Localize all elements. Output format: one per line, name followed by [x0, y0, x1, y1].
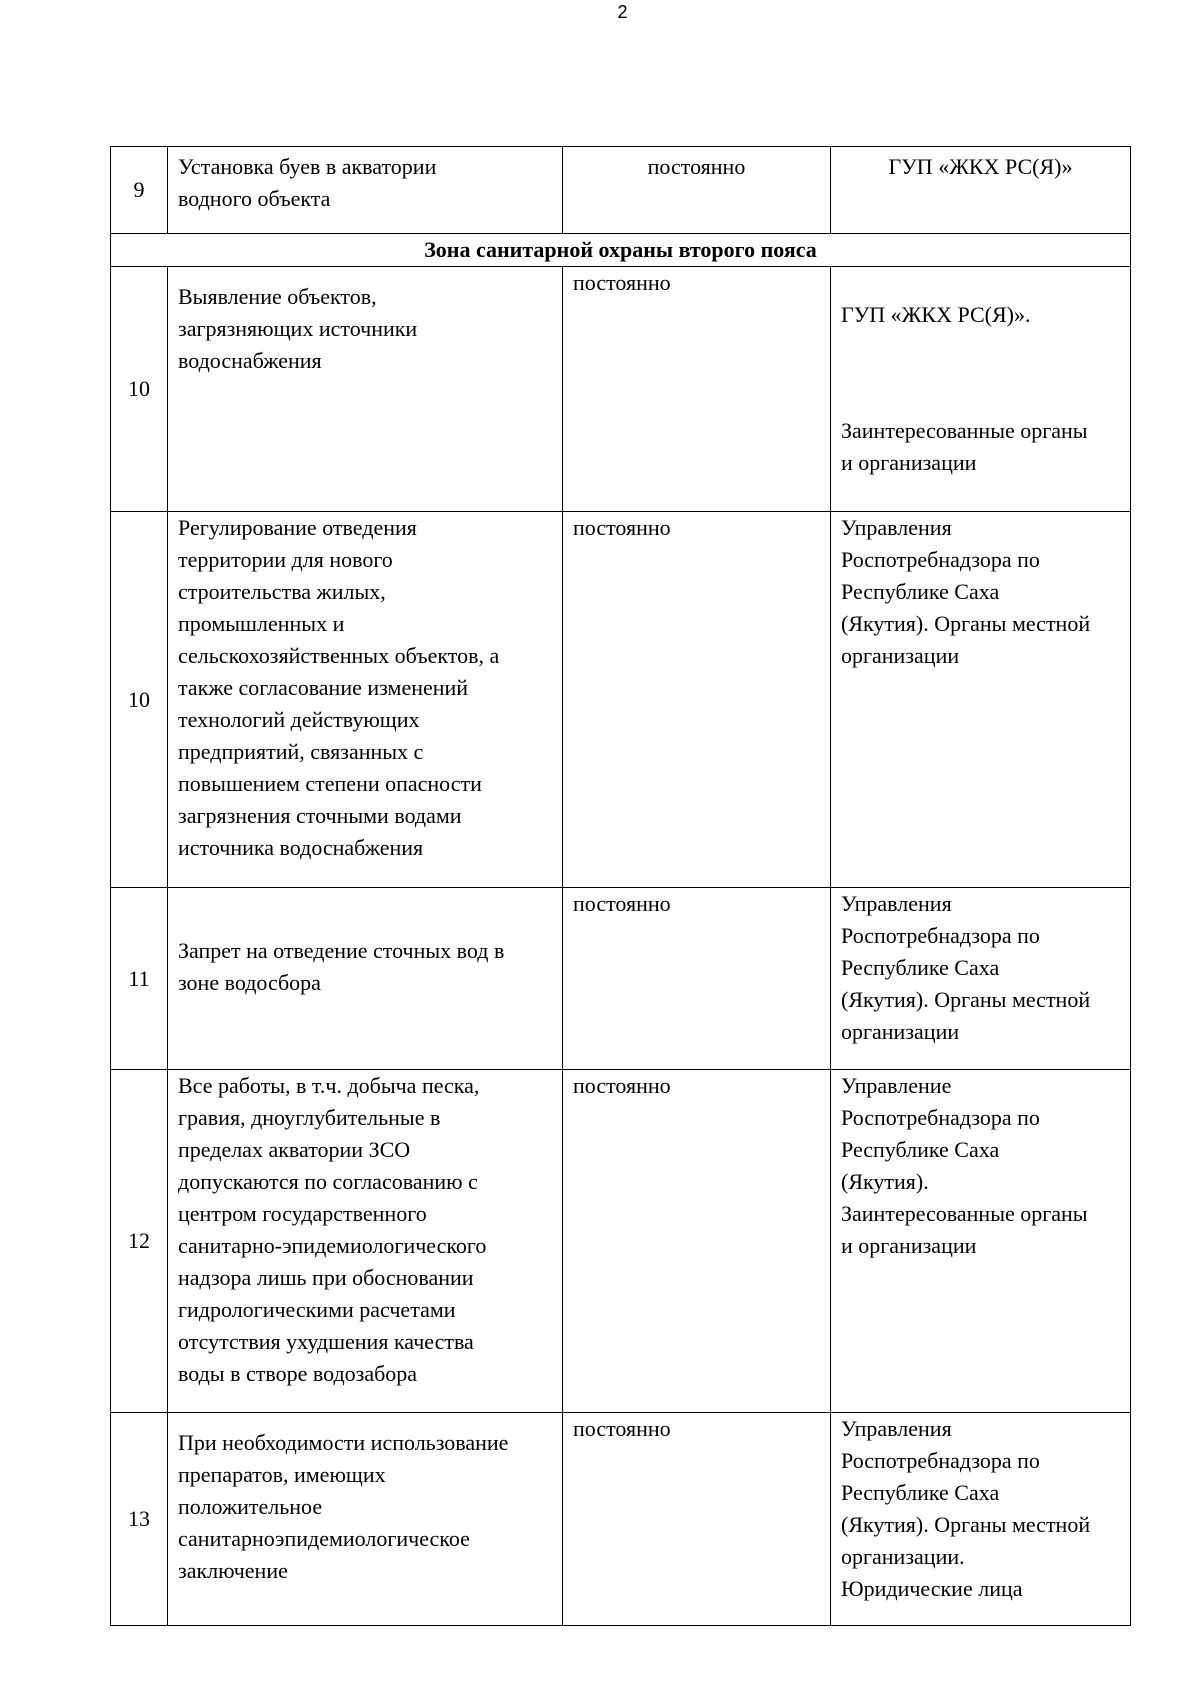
term-text: постоянно [563, 1070, 831, 1413]
table-row [111, 147, 1131, 234]
row-number: 12 [111, 1070, 168, 1413]
measure-text: Запрет на отведение сточных вод в зоне водосбора [168, 888, 563, 1070]
term-text: постоянно [563, 1413, 831, 1626]
responsible-text: Управления Роспотребнадзора по Республике Саха (Якутия). Органы местной организации [831, 888, 1131, 1070]
responsible-text: Управление Роспотребнадзора по Республике Саха (Якутия). Заинтересованные органы и организации [831, 1070, 1131, 1413]
page-number: 2 [617, 2, 628, 22]
term-text: постоянно [563, 267, 831, 512]
term-text: постоянно [563, 147, 831, 234]
measure-text: Установка буев в акватории водного объекта [168, 147, 563, 234]
table-row [111, 267, 1131, 512]
spacer [841, 363, 1120, 383]
section-title: Зона санитарной охраны второго пояса [111, 234, 1131, 267]
row-number: 11 [111, 888, 168, 1070]
row-number: 9 [111, 147, 168, 234]
row-number: 10 [111, 512, 168, 888]
measure-text: Все работы, в т.ч. добыча песка, гравия, дноуглубительные в пределах акватории ЗСО допускаются по согласованию с центром государственного санитарно-эпидемиологического надзора лишь при обосновании гидрологическими расчетами отсутствия ухудшения качества воды в створе водозабора [168, 1070, 563, 1413]
row-number: 13 [111, 1413, 168, 1626]
responsible-text: Управления Роспотребнадзора по Республике Саха (Якутия). Органы местной организации. Юридические лица [831, 1413, 1131, 1626]
table-row [111, 1070, 1131, 1413]
measure-text: Выявление объектов, загрязняющих источники водоснабжения [168, 267, 563, 512]
responsible-text: ГУП «ЖКХ РС(Я)». [841, 302, 1031, 327]
responsible-text: Управления Роспотребнадзора по Республике Саха (Якутия). Органы местной организации [831, 512, 1131, 888]
responsible-cell [831, 267, 1131, 512]
measure-text: Регулирование отведения территории для нового строительства жилых, промышленных и сельскохозяйственных объектов, а также согласование изменений технологий действующих предприятий, связанных с повышением степени опасности загрязнения сточными водами источника водоснабжения [168, 512, 563, 888]
term-text: постоянно [563, 512, 831, 888]
table-row [111, 1413, 1131, 1626]
responsible-text: ГУП «ЖКХ РС(Я)» [831, 147, 1131, 234]
table-row [111, 888, 1131, 1070]
measures-table [110, 146, 1131, 1626]
table-row [111, 512, 1131, 888]
section-row [111, 234, 1131, 267]
row-number: 10 [111, 267, 168, 512]
term-text: постоянно [563, 888, 831, 1070]
responsible-text: Заинтересованные органы и организации [841, 418, 1088, 475]
measure-text: При необходимости использование препаратов, имеющих положительное санитарноэпидемиологическое заключение [168, 1413, 563, 1626]
